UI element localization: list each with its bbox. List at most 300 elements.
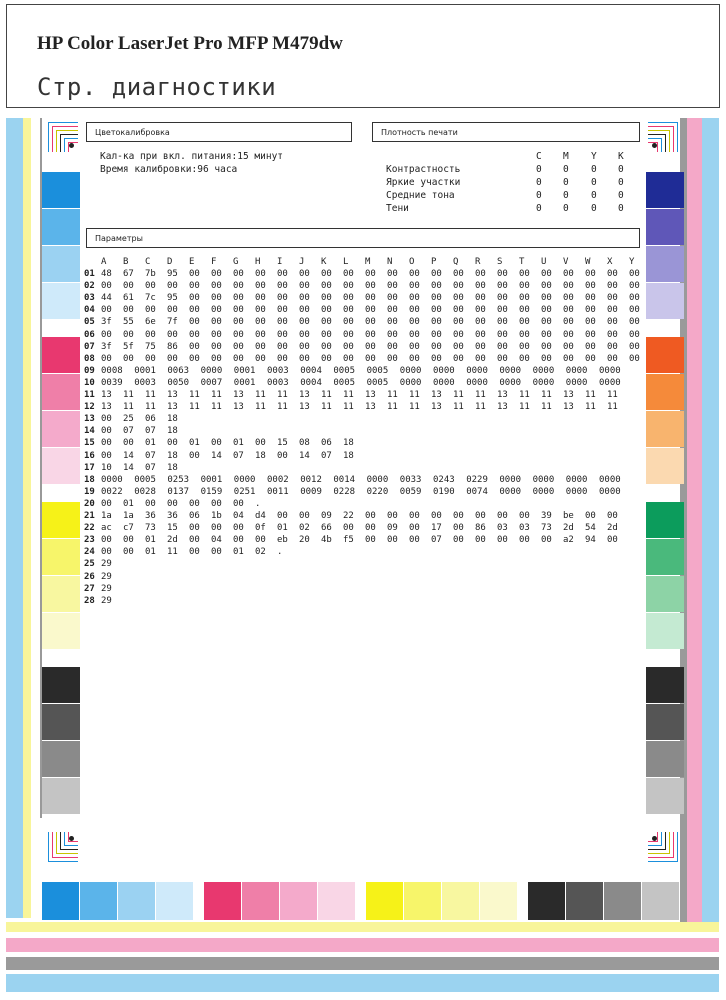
param-row-number: 17 bbox=[84, 462, 95, 473]
param-cell: 06 bbox=[189, 511, 200, 521]
param-cell: 00 bbox=[475, 305, 486, 316]
printer-model: HP Color LaserJet Pro MFP M479dw bbox=[37, 33, 343, 54]
param-cell: 00 bbox=[189, 535, 200, 546]
param-cell: 13 bbox=[365, 390, 376, 400]
param-cell: 00 bbox=[563, 305, 574, 316]
stripe-bottom-gray bbox=[6, 957, 719, 970]
swatch-right-orange bbox=[646, 374, 684, 410]
param-row-number: 01 bbox=[84, 269, 95, 279]
param-cell: 11 bbox=[409, 390, 420, 400]
param-cell: 0000 bbox=[565, 474, 588, 485]
param-cell: 00 bbox=[629, 353, 640, 364]
param-cell: 00 bbox=[497, 511, 508, 521]
param-cell: 18 bbox=[167, 462, 178, 473]
param-cell: 00 bbox=[607, 281, 618, 292]
calibration-heading: Цветокалибровка bbox=[86, 122, 352, 142]
param-cell: 00 bbox=[189, 305, 200, 316]
param-cell: 00 bbox=[519, 293, 530, 304]
param-cell: 00 bbox=[409, 523, 420, 534]
param-cell: 00 bbox=[453, 353, 464, 364]
param-cell: 00 bbox=[431, 329, 442, 340]
density-value: 0 bbox=[591, 190, 597, 201]
registration-dot bbox=[652, 836, 657, 841]
param-cell: 00 bbox=[387, 353, 398, 364]
param-cell: 17 bbox=[431, 523, 442, 534]
param-cell: 00 bbox=[101, 329, 112, 340]
param-cell: 18 bbox=[167, 414, 178, 425]
param-cell: 00 bbox=[277, 305, 288, 316]
param-col-header: A bbox=[101, 257, 107, 267]
param-cell: 00 bbox=[475, 317, 486, 328]
param-row-number: 10 bbox=[84, 377, 95, 388]
param-cell: 0028 bbox=[134, 486, 156, 497]
param-cell: 0000 bbox=[599, 486, 621, 497]
param-cell: 00 bbox=[321, 317, 332, 328]
param-cell: 00 bbox=[497, 341, 508, 352]
registration-mark-bottom-right bbox=[648, 832, 678, 862]
param-cell: 11 bbox=[211, 402, 222, 413]
param-cell: 00 bbox=[343, 305, 354, 316]
swatch-right-orange bbox=[646, 337, 684, 373]
param-cell: 00 bbox=[629, 269, 640, 279]
param-cell: 00 bbox=[409, 329, 420, 340]
param-cell: 00 bbox=[519, 535, 530, 546]
param-cell: 00 bbox=[299, 341, 310, 352]
param-col-header: P bbox=[431, 257, 437, 267]
param-cell: 00 bbox=[541, 305, 552, 316]
param-col-header: K bbox=[321, 257, 327, 267]
param-cell: 07 bbox=[431, 535, 442, 546]
param-cell: 00 bbox=[101, 535, 112, 546]
param-cell: 00 bbox=[541, 535, 552, 546]
param-cell: 54 bbox=[585, 523, 596, 534]
param-cell: 7f bbox=[167, 317, 178, 328]
param-cell: 00 bbox=[541, 281, 552, 292]
param-cell: 0000 bbox=[599, 474, 621, 485]
param-col-header: C bbox=[145, 257, 151, 267]
swatch-bottom-yellow bbox=[366, 882, 403, 920]
param-cell: 13 bbox=[233, 402, 244, 413]
param-cell: 00 bbox=[541, 293, 552, 304]
param-cell: 00 bbox=[277, 341, 288, 352]
param-cell: 39 bbox=[541, 511, 552, 521]
param-col-header: V bbox=[563, 257, 569, 267]
param-cell: 00 bbox=[409, 269, 420, 279]
param-cell: 00 bbox=[321, 341, 332, 352]
swatch-right-black bbox=[646, 704, 684, 740]
param-cell: 00 bbox=[365, 523, 376, 534]
param-cell: 4b bbox=[321, 535, 332, 546]
param-cell: 0f bbox=[255, 523, 266, 534]
param-cell: 00 bbox=[189, 293, 200, 304]
param-cell: 0005 bbox=[366, 365, 389, 376]
param-cell: 0005 bbox=[134, 474, 156, 485]
param-cell: 00 bbox=[189, 498, 200, 509]
density-value: 0 bbox=[618, 203, 624, 214]
param-cell: 0001 bbox=[233, 377, 256, 388]
param-row-number: 11 bbox=[84, 390, 95, 400]
param-cell: 00 bbox=[189, 281, 200, 292]
param-cell: 0000 bbox=[532, 365, 555, 376]
param-cell: 00 bbox=[409, 535, 420, 546]
param-cell: 00 bbox=[233, 317, 244, 328]
param-cell: 00 bbox=[497, 305, 508, 316]
param-cell: 11 bbox=[343, 390, 354, 400]
param-cell: 0253 bbox=[167, 474, 190, 485]
param-cell: 06 bbox=[321, 438, 332, 449]
param-cell: 86 bbox=[475, 523, 486, 534]
param-cell: 0229 bbox=[466, 474, 488, 485]
param-cell: 0003 bbox=[267, 377, 289, 388]
param-cell: 00 bbox=[123, 281, 134, 292]
param-col-header: I bbox=[277, 257, 283, 267]
swatch-right-blue bbox=[646, 209, 684, 245]
param-cell: 00 bbox=[585, 281, 596, 292]
param-cell: 01 bbox=[145, 547, 156, 558]
param-cell: 11 bbox=[409, 402, 420, 413]
param-cell: 13 bbox=[167, 390, 178, 400]
param-cell: 55 bbox=[123, 317, 134, 328]
param-cell: 00 bbox=[475, 511, 486, 521]
param-cell: 00 bbox=[211, 293, 222, 304]
param-cell: 00 bbox=[475, 329, 486, 340]
swatch-right-green bbox=[646, 576, 684, 612]
param-cell: 00 bbox=[453, 523, 464, 534]
stripe-left-cyan bbox=[6, 118, 23, 918]
param-cell: a2 bbox=[563, 535, 574, 546]
param-cell: 0159 bbox=[200, 486, 223, 497]
param-cell: 6e bbox=[145, 317, 156, 328]
swatch-left-magenta bbox=[42, 411, 80, 447]
param-cell: 14 bbox=[123, 462, 134, 473]
registration-mark-bottom-left bbox=[48, 832, 78, 862]
param-cell: 0074 bbox=[466, 486, 488, 497]
param-cell: 00 bbox=[497, 535, 508, 546]
param-cell: 00 bbox=[189, 523, 200, 534]
param-cell: 00 bbox=[299, 281, 310, 292]
param-cell: 13 bbox=[299, 390, 310, 400]
param-cell: 13 bbox=[365, 402, 376, 413]
param-col-header: M bbox=[365, 257, 371, 267]
param-cell: 03 bbox=[497, 523, 508, 534]
param-cell: 11 bbox=[321, 402, 332, 413]
param-cell: 0000 bbox=[366, 474, 389, 485]
param-cell: 00 bbox=[387, 511, 398, 521]
param-cell: 0137 bbox=[167, 486, 190, 497]
param-cell: 00 bbox=[629, 293, 640, 304]
swatch-left-yellow bbox=[42, 502, 80, 538]
param-cell: 00 bbox=[233, 523, 244, 534]
param-cell: 00 bbox=[343, 293, 354, 304]
param-cell: 13 bbox=[101, 390, 112, 400]
param-cell: 00 bbox=[585, 293, 596, 304]
swatch-bottom-magenta bbox=[318, 882, 355, 920]
param-cell: 00 bbox=[255, 438, 266, 449]
param-row-number: 21 bbox=[84, 511, 95, 521]
param-cell: 11 bbox=[255, 402, 266, 413]
param-cell: 0001 bbox=[233, 365, 256, 376]
param-cell: 00 bbox=[431, 341, 442, 352]
param-cell: 00 bbox=[233, 535, 244, 546]
swatch-left-magenta bbox=[42, 448, 80, 484]
param-cell: 00 bbox=[365, 293, 376, 304]
param-cell: 36 bbox=[167, 511, 178, 521]
param-cell: 00 bbox=[211, 438, 222, 449]
param-cell: 00 bbox=[409, 511, 420, 521]
param-cell: 08 bbox=[299, 438, 310, 449]
param-cell: 00 bbox=[101, 438, 112, 449]
param-cell: 0000 bbox=[101, 474, 123, 485]
param-cell: 14 bbox=[299, 450, 310, 461]
param-cell: 00 bbox=[211, 317, 222, 328]
param-cell: 0000 bbox=[499, 377, 522, 388]
density-row-label: Средние тона bbox=[386, 190, 455, 201]
param-cell: 0243 bbox=[433, 474, 455, 485]
param-cell: 00 bbox=[189, 341, 200, 352]
param-cell: 00 bbox=[211, 498, 222, 509]
param-cell: 00 bbox=[167, 438, 178, 449]
param-cell: 0000 bbox=[433, 377, 455, 388]
param-cell: 00 bbox=[541, 329, 552, 340]
param-cell: 29 bbox=[101, 571, 112, 582]
param-cell: 13 bbox=[431, 390, 442, 400]
param-cell: 00 bbox=[211, 269, 222, 279]
registration-dot bbox=[69, 836, 74, 841]
registration-mark-top-right bbox=[648, 122, 678, 152]
param-cell: 00 bbox=[607, 317, 618, 328]
param-cell: 0000 bbox=[599, 377, 621, 388]
param-cell: 0005 bbox=[333, 377, 356, 388]
param-cell: 0000 bbox=[599, 365, 621, 376]
registration-mark-top-left bbox=[48, 122, 78, 152]
swatch-bottom-cyan bbox=[42, 882, 79, 920]
param-cell: 13 bbox=[497, 402, 508, 413]
param-cell: 0001 bbox=[200, 474, 223, 485]
param-cell: 00 bbox=[563, 317, 574, 328]
param-cell: 00 bbox=[189, 547, 200, 558]
param-cell: 00 bbox=[167, 305, 178, 316]
param-cell: 0000 bbox=[233, 474, 256, 485]
param-cell: 18 bbox=[255, 450, 266, 461]
param-cell: 00 bbox=[607, 293, 618, 304]
param-cell: 67 bbox=[123, 269, 134, 279]
param-cell: 00 bbox=[255, 341, 266, 352]
param-cell: 11 bbox=[277, 402, 288, 413]
param-cell: 11 bbox=[387, 390, 398, 400]
swatch-bottom-cyan bbox=[156, 882, 193, 920]
param-cell: 11 bbox=[167, 547, 178, 558]
density-col-header: C bbox=[536, 151, 542, 162]
param-cell: 0011 bbox=[267, 486, 289, 497]
param-cell: 00 bbox=[211, 341, 222, 352]
param-cell: 01 bbox=[145, 438, 156, 449]
param-cell: 09 bbox=[387, 523, 398, 534]
param-cell: 00 bbox=[233, 329, 244, 340]
param-cell: 00 bbox=[629, 341, 640, 352]
stripe-right-magenta bbox=[687, 118, 702, 928]
param-cell: 00 bbox=[607, 341, 618, 352]
param-cell: 00 bbox=[475, 353, 486, 364]
param-cell: 00 bbox=[167, 281, 178, 292]
param-cell: 00 bbox=[607, 329, 618, 340]
swatch-bottom-magenta bbox=[242, 882, 279, 920]
density-col-header: M bbox=[563, 151, 569, 162]
param-cell: 0005 bbox=[333, 365, 356, 376]
param-cell: eb bbox=[277, 535, 288, 546]
density-heading: Плотность печати bbox=[372, 122, 640, 142]
param-cell: 2d bbox=[563, 523, 574, 534]
param-cell: 07 bbox=[233, 450, 244, 461]
param-cell: d4 bbox=[255, 511, 266, 521]
param-cell: 11 bbox=[189, 390, 200, 400]
param-cell: 02 bbox=[299, 523, 310, 534]
param-cell: 00 bbox=[277, 269, 288, 279]
param-cell: 00 bbox=[233, 293, 244, 304]
param-cell: 11 bbox=[585, 390, 596, 400]
density-value: 0 bbox=[618, 164, 624, 175]
param-col-header: D bbox=[167, 257, 173, 267]
param-cell: 00 bbox=[321, 329, 332, 340]
density-value: 0 bbox=[563, 177, 569, 188]
param-cell: 00 bbox=[277, 281, 288, 292]
param-cell: 0000 bbox=[532, 474, 555, 485]
param-cell: 00 bbox=[585, 353, 596, 364]
swatch-left-magenta bbox=[42, 337, 80, 373]
param-cell: 36 bbox=[145, 511, 156, 521]
param-cell: 00 bbox=[607, 305, 618, 316]
param-cell: 00 bbox=[475, 281, 486, 292]
swatch-left-black bbox=[42, 741, 80, 777]
param-cell: 00 bbox=[299, 329, 310, 340]
param-cell: 13 bbox=[101, 402, 112, 413]
param-cell: 10 bbox=[101, 462, 112, 473]
param-cell: 20 bbox=[299, 535, 310, 546]
param-cell: 00 bbox=[431, 269, 442, 279]
param-cell: 00 bbox=[519, 353, 530, 364]
param-cell: 11 bbox=[321, 390, 332, 400]
param-cell: 00 bbox=[409, 317, 420, 328]
param-cell: 00 bbox=[387, 269, 398, 279]
param-cell: 00 bbox=[233, 353, 244, 364]
param-cell: 00 bbox=[343, 269, 354, 279]
param-row-number: 08 bbox=[84, 353, 95, 364]
param-row-number: 05 bbox=[84, 317, 95, 328]
param-cell: 11 bbox=[519, 402, 530, 413]
param-cell: ac bbox=[101, 523, 112, 534]
param-cell: 61 bbox=[123, 293, 134, 304]
param-cell: 73 bbox=[145, 523, 156, 534]
param-row-number: 18 bbox=[84, 474, 95, 485]
param-cell: 48 bbox=[101, 269, 112, 279]
param-cell: 00 bbox=[189, 329, 200, 340]
swatch-right-green bbox=[646, 502, 684, 538]
param-cell: 00 bbox=[211, 353, 222, 364]
param-cell: 00 bbox=[519, 305, 530, 316]
param-cell: 04 bbox=[233, 511, 244, 521]
param-cell: 00 bbox=[255, 317, 266, 328]
swatch-right-black bbox=[646, 778, 684, 814]
param-cell: 00 bbox=[431, 305, 442, 316]
param-cell: 01 bbox=[189, 438, 200, 449]
param-cell: 0004 bbox=[300, 377, 322, 388]
param-cell: 00 bbox=[629, 305, 640, 316]
param-cell: 0002 bbox=[267, 474, 289, 485]
param-cell: 11 bbox=[541, 402, 552, 413]
param-cell: 00 bbox=[497, 353, 508, 364]
param-cell: 0000 bbox=[466, 377, 488, 388]
param-cell: 00 bbox=[453, 329, 464, 340]
param-cell: 13 bbox=[167, 402, 178, 413]
param-cell: 01 bbox=[145, 535, 156, 546]
param-cell: 11 bbox=[607, 390, 618, 400]
param-cell: 00 bbox=[541, 317, 552, 328]
param-row-number: 13 bbox=[84, 414, 95, 425]
param-cell: 00 bbox=[365, 305, 376, 316]
param-cell: 0001 bbox=[134, 365, 156, 376]
param-cell: 25 bbox=[123, 414, 134, 425]
param-cell: 00 bbox=[101, 305, 112, 316]
param-col-header: O bbox=[409, 257, 415, 267]
param-cell: 00 bbox=[343, 341, 354, 352]
param-cell: 11 bbox=[123, 402, 134, 413]
param-cell: 0014 bbox=[333, 474, 356, 485]
param-cell: 00 bbox=[563, 281, 574, 292]
param-cell: 00 bbox=[255, 269, 266, 279]
param-cell: 00 bbox=[497, 293, 508, 304]
param-cell: 00 bbox=[255, 305, 266, 316]
swatch-right-green bbox=[646, 539, 684, 575]
param-cell: 01 bbox=[123, 498, 134, 509]
param-cell: 13 bbox=[563, 390, 574, 400]
param-cell: 3f bbox=[101, 341, 112, 352]
param-cell: 00 bbox=[409, 305, 420, 316]
param-cell: 00 bbox=[145, 498, 156, 509]
param-cell: 00 bbox=[233, 498, 244, 509]
swatch-bottom-black bbox=[642, 882, 679, 920]
param-cell: 00 bbox=[255, 293, 266, 304]
param-cell: 00 bbox=[607, 353, 618, 364]
param-cell: 00 bbox=[167, 353, 178, 364]
param-cell: 0063 bbox=[167, 365, 190, 376]
param-cell: 00 bbox=[101, 426, 112, 437]
param-cell: 75 bbox=[145, 341, 156, 352]
param-cell: 00 bbox=[277, 353, 288, 364]
param-cell: 07 bbox=[145, 462, 156, 473]
swatch-bottom-magenta bbox=[204, 882, 241, 920]
param-cell: 00 bbox=[101, 547, 112, 558]
param-cell: 11 bbox=[123, 390, 134, 400]
param-cell: 00 bbox=[321, 353, 332, 364]
param-cell: 13 bbox=[497, 390, 508, 400]
param-cell: be bbox=[563, 511, 574, 521]
calibration-power-on: Кал-ка при вкл. питания:15 минут bbox=[100, 151, 284, 162]
param-row-number: 04 bbox=[84, 305, 95, 316]
param-cell: 13 bbox=[431, 402, 442, 413]
param-cell: 00 bbox=[585, 341, 596, 352]
param-cell: 00 bbox=[563, 293, 574, 304]
swatch-bottom-yellow bbox=[404, 882, 441, 920]
density-value: 0 bbox=[563, 190, 569, 201]
param-cell: 00 bbox=[409, 293, 420, 304]
param-cell: 95 bbox=[167, 293, 178, 304]
param-cell: 7b bbox=[145, 269, 156, 279]
swatch-left-cyan bbox=[42, 246, 80, 282]
param-cell: 00 bbox=[321, 269, 332, 279]
param-cell: 13 bbox=[563, 402, 574, 413]
param-cell: 11 bbox=[255, 390, 266, 400]
param-cell: 00 bbox=[123, 547, 134, 558]
density-row-label: Яркие участки bbox=[386, 177, 461, 188]
